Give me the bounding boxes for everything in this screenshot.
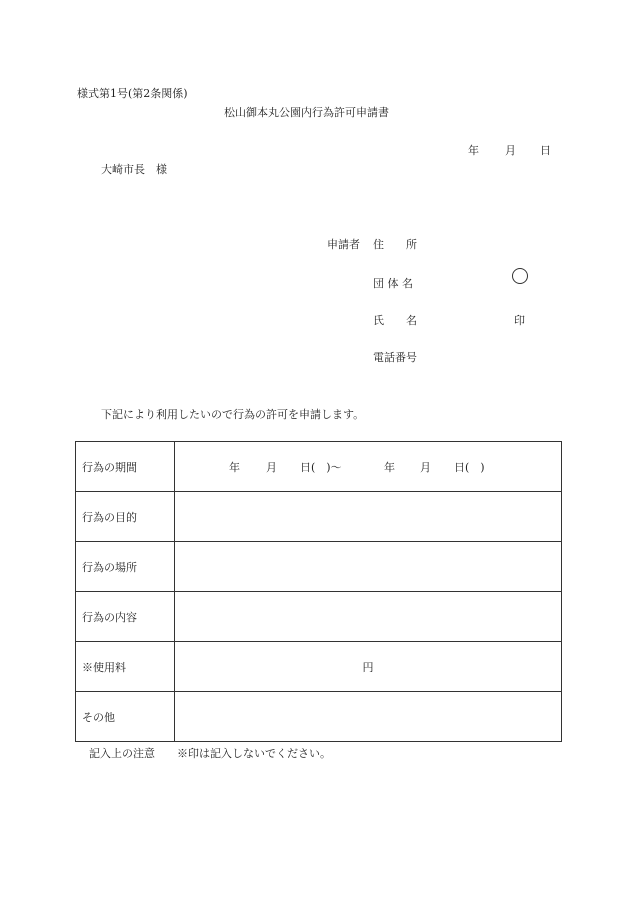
field-address-label: 住 所	[373, 238, 417, 251]
row-label: 行為の目的	[76, 492, 175, 542]
row-label: 行為の内容	[76, 592, 175, 642]
purpose-value[interactable]	[175, 492, 562, 542]
date-year: 年	[468, 144, 479, 157]
field-organization-label: 団 体 名	[373, 277, 413, 290]
field-name-label: 氏 名	[373, 314, 417, 327]
table-row	[76, 692, 562, 742]
row-label: ※使用料	[76, 642, 175, 692]
table-row	[76, 592, 562, 642]
field-phone-label: 電話番号	[373, 351, 417, 364]
seal-mark: 印	[514, 314, 525, 327]
application-table	[75, 441, 562, 742]
content-value[interactable]	[175, 592, 562, 642]
intro-text: 下記により利用したいので行為の許可を申請します。	[101, 408, 365, 421]
period-end-day: 日( )	[454, 460, 485, 474]
date-day: 日	[540, 144, 551, 157]
other-value[interactable]	[175, 692, 562, 742]
period-value[interactable]	[175, 442, 562, 492]
period-start-month: 月	[266, 460, 277, 474]
table-row	[76, 492, 562, 542]
addressee: 大崎市長 様	[101, 163, 167, 176]
note-text: ※印は記入しないでください。	[177, 747, 331, 760]
period-end-year: 年	[384, 460, 395, 474]
circle-mark	[512, 268, 528, 284]
table-row	[76, 442, 562, 492]
applicant-label: 申請者	[327, 238, 360, 251]
document-title: 松山御本丸公園内行為許可申請書	[224, 106, 389, 119]
table-row	[76, 542, 562, 592]
date-month: 月	[505, 144, 516, 157]
note	[89, 745, 331, 761]
row-label: その他	[76, 692, 175, 742]
note-label: 記入上の注意	[89, 747, 155, 760]
period-start-day: 日( )～	[300, 460, 342, 474]
period-end-month: 月	[420, 460, 431, 474]
fee-value: 円	[175, 642, 562, 692]
row-label: 行為の場所	[76, 542, 175, 592]
form-number: 様式第1号(第2条関係)	[77, 87, 188, 100]
row-label: 行為の期間	[76, 442, 175, 492]
place-value[interactable]	[175, 542, 562, 592]
period-start-year: 年	[229, 460, 240, 474]
table-row	[76, 642, 562, 692]
